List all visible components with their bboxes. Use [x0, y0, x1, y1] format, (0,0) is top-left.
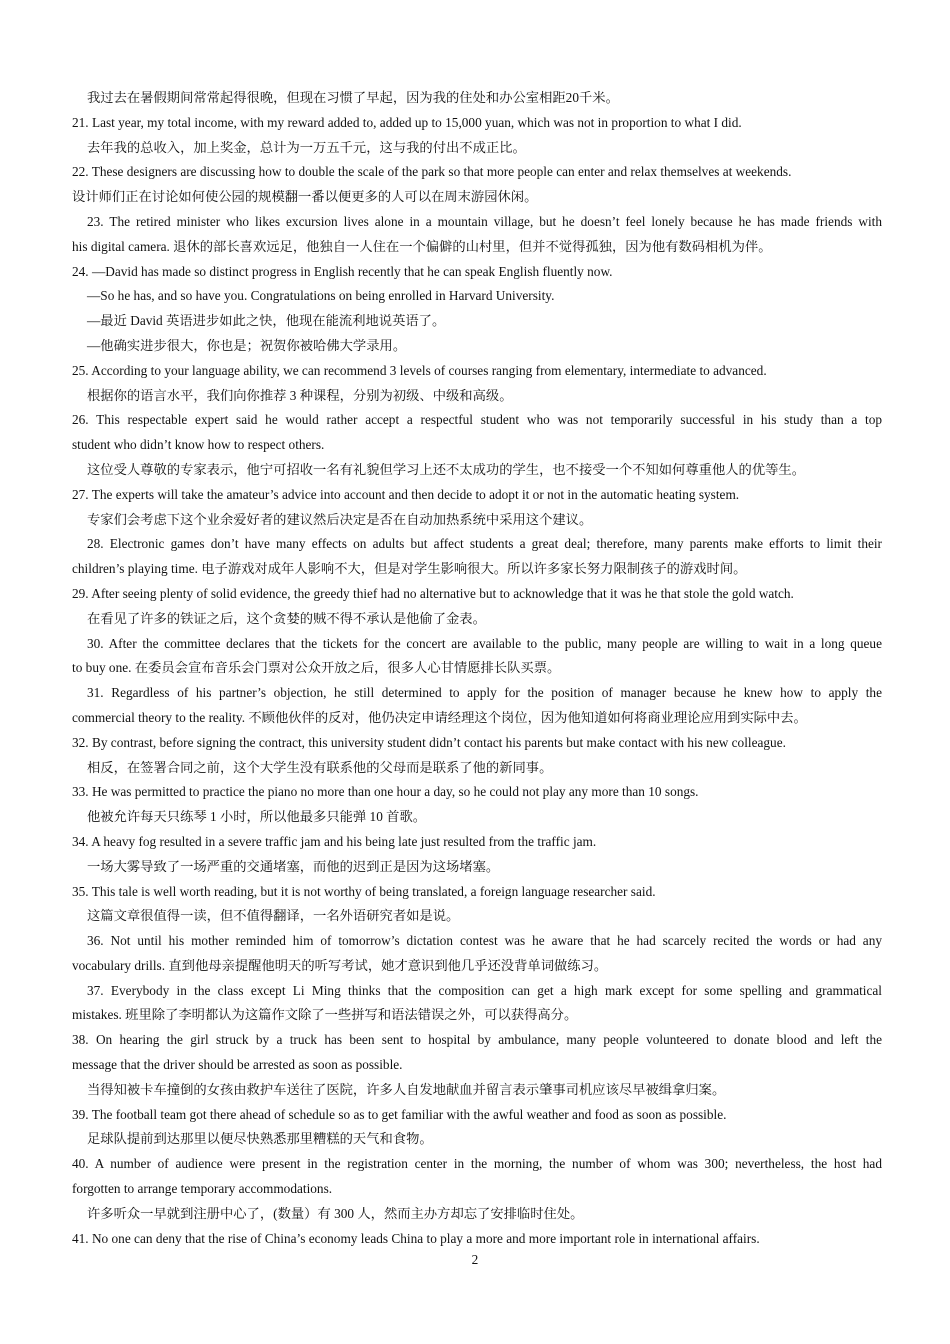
text-line: 40. A number of audience were present in the registration center in the morning, the number of whom was 300; nevertheless, the host had	[72, 1156, 882, 1172]
text-line: 41. No one can deny that the rise of China’s economy leads China to play a more and more important role in international affairs.	[72, 1230, 760, 1246]
text-line: 足球队提前到达那里以便尽快熟悉那里糟糕的天气和食物。	[87, 1131, 433, 1147]
text-line: 相反，在签署合同之前，这个大学生没有联系他的父母而是联系了他的新同事。	[87, 759, 553, 775]
document-page	[72, 86, 882, 1251]
text-line: 23. The retired minister who likes excursion lives alone in a mountain village, but he doesn’t feel lonely because he has made friends with	[87, 213, 882, 229]
text-line: 这位受人尊敬的专家表示，他宁可招收一名有礼貌但学习上还不太成功的学生，也不接受一个不知如何尊重他人的优等生。	[87, 461, 806, 477]
text-line: forgotten to arrange temporary accommodations.	[72, 1181, 333, 1197]
text-line: 在看见了许多的铁证之后，这个贪婪的贼不得不承认是他偷了金表。	[87, 610, 486, 626]
text-line: 33. He was permitted to practice the piano no more than one hour a day, so he could not play any more than 10 songs.	[72, 784, 699, 800]
text-line: 29. After seeing plenty of solid evidence, the greedy thief had no alternative but to acknowledge that it was he that stole the gold watch.	[72, 585, 794, 601]
text-line: commercial theory to the reality. 不顾他伙伴的反对，他仍决定申请经理这个岗位，因为他知道如何将商业理论应用到实际中去。	[72, 709, 807, 725]
text-line: 36. Not until his mother reminded him of tomorrow’s dictation contest was he aware that he had scarcely recited the words or had any	[87, 933, 882, 949]
text-line: 21. Last year, my total income, with my reward added to, added up to 15,000 yuan, which was not in proportion to what I did.	[72, 114, 742, 130]
text-line: 26. This respectable expert said he would rather accept a respectful student who was not temporarily successful in his study than a top	[72, 412, 882, 428]
text-line: 30. After the committee declares that the tickets for the concert are available to the public, many people are willing to wait in a long queue	[87, 635, 882, 651]
text-line: 37. Everybody in the class except Li Ming thinks that the composition can get a high mark except for some spelling and grammatical	[87, 982, 882, 998]
text-line: 根据你的语言水平，我们向你推荐 3 种课程，分别为初级、中级和高级。	[87, 387, 513, 403]
text-line: children’s playing time. 电子游戏对成年人影响不大，但是对学生影响很大。所以许多家长努力限制孩子的游戏时间。	[72, 561, 747, 577]
text-line: 39. The football team got there ahead of schedule so as to get familiar with the awful weather and food as soon as possible.	[72, 1106, 727, 1122]
text-line: 22. These designers are discussing how to double the scale of the park so that more people can enter and relax themselves at weekends.	[72, 164, 792, 180]
page-number: 2	[471, 1252, 479, 1267]
text-line: 27. The experts will take the amateur’s advice into account and then decide to adopt it or not in the automatic heating system.	[72, 486, 740, 502]
text-line: to buy one. 在委员会宣布音乐会门票对公众开放之后，很多人心甘情愿排长队买票。	[72, 660, 561, 676]
text-line: 去年我的总收入，加上奖金，总计为一万五千元，这与我的付出不成正比。	[87, 139, 526, 155]
text-line: 许多听众一早就到注册中心了，(数量）有 300 人，然而主办方却忘了安排临时住处。	[87, 1205, 584, 1221]
text-line: 32. By contrast, before signing the contract, this university student didn’t contact his parents but make contact with his new colleague.	[72, 734, 786, 750]
text-line: 31. Regardless of his partner’s objection, he still determined to apply for the position of manager because he knew how to apply the	[87, 685, 882, 701]
text-line: his digital camera. 退休的部长喜欢远足，他独自一人住在一个偏僻的山村里，但并不觉得孤独，因为他有数码相机为伴。	[72, 238, 772, 254]
text-line: 34. A heavy fog resulted in a severe traffic jam and his being late just resulted from the traffic jam.	[72, 833, 597, 849]
text-line: —So he has, and so have you. Congratulations on being enrolled in Harvard University.	[87, 288, 555, 304]
text-line: message that the driver should be arrested as soon as possible.	[72, 1057, 403, 1073]
text-line: 我过去在暑假期间常常起得很晚，但现在习惯了早起，因为我的住处和办公室相距20千米。	[87, 90, 619, 105]
text-line: 他被允许每天只练琴 1 小时，所以他最多只能弹 10 首歌。	[87, 809, 427, 825]
text-line: —最近 David 英语进步如此之快，他现在能流利地说英语了。	[87, 313, 446, 329]
text-line: vocabulary drills. 直到他母亲提醒他明天的听写考试，她才意识到他几乎还没背单词做练习。	[72, 957, 608, 973]
text-line: —他确实进步很大，你也是；祝贺你被哈佛大学录用。	[87, 337, 407, 353]
text-line: mistakes. 班里除了李明都认为这篇作文除了一些拼写和语法错误之外，可以获得高分。	[72, 1007, 578, 1023]
text-line: 25. According to your language ability, we can recommend 3 levels of courses ranging from elementary, intermediate to advanced.	[72, 362, 767, 378]
text-line: 当得知被卡车撞倒的女孩由救护车送往了医院，许多人自发地献血并留言表示肇事司机应该尽早被缉拿归案。	[87, 1081, 726, 1097]
text-line: 这篇文章很值得一读，但不值得翻译，一名外语研究者如是说。	[87, 908, 460, 924]
text-line: 设计师们正在讨论如何使公园的规模翻一番以便更多的人可以在周末游园休闲。	[72, 189, 538, 205]
text-line: 一场大雾导致了一场严重的交通堵塞，而他的迟到正是因为这场堵塞。	[87, 858, 500, 874]
text-line: 35. This tale is well worth reading, but it is not worthy of being translated, a foreign language researcher said.	[72, 883, 656, 899]
text-line: student who didn’t know how to respect others.	[72, 437, 325, 453]
text-line: 38. On hearing the girl struck by a truck has been sent to hospital by ambulance, many people volunteered to donate blood and left the	[72, 1032, 882, 1048]
text-line: 28. Electronic games don’t have many effects on adults but affect students a great deal; therefore, many parents make efforts to limit their	[87, 536, 882, 552]
text-line: 24. —David has made so distinct progress in English recently that he can speak English fluently now.	[72, 263, 613, 279]
text-line: 专家们会考虑下这个业余爱好者的建议然后决定是否在自动加热系统中采用这个建议。	[87, 511, 593, 527]
